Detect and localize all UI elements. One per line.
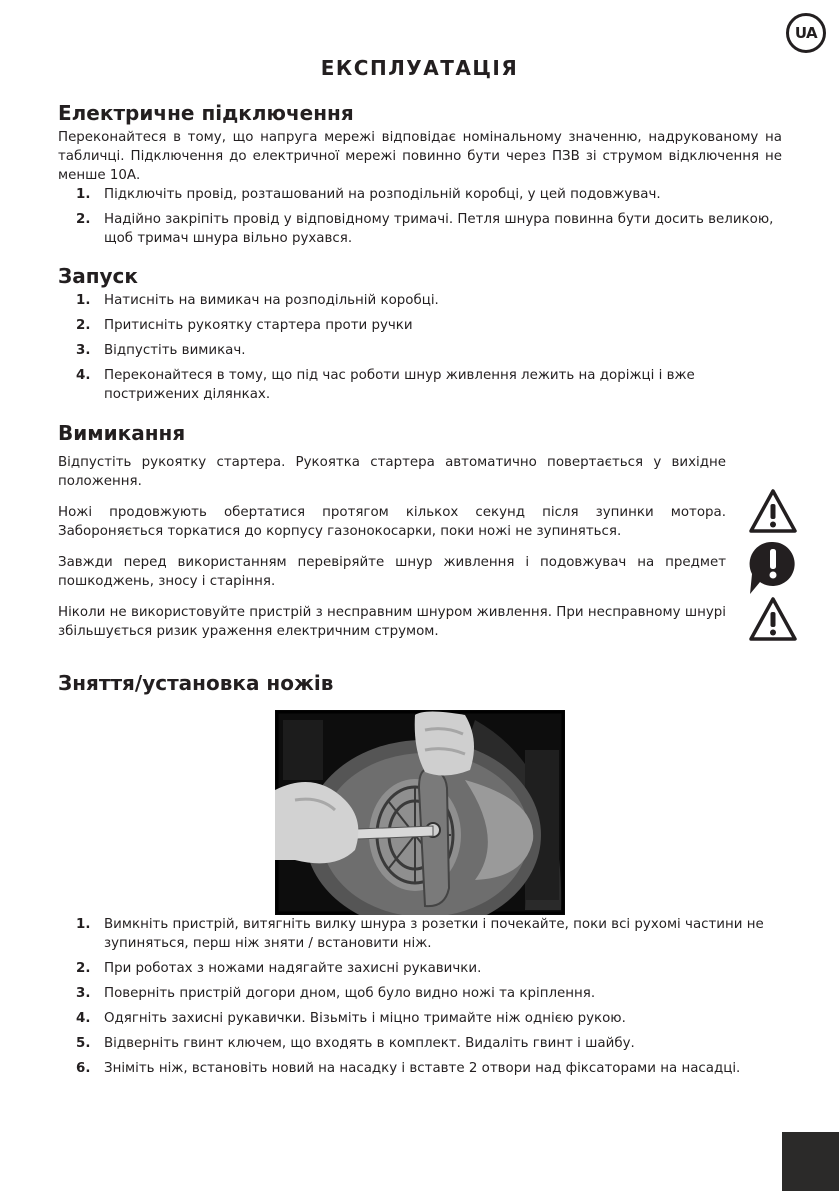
list-item bbox=[58, 1009, 782, 1028]
step-text: Відпустіть вимикач. bbox=[104, 343, 246, 358]
start-steps bbox=[58, 291, 782, 404]
step-text: Відверніть гвинт ключем, що входять в комплект. Видаліть гвинт і шайбу. bbox=[104, 1036, 635, 1051]
step-number: 2. bbox=[76, 212, 91, 227]
step-text: Притисніть рукоятку стартера проти ручки bbox=[104, 318, 413, 333]
attention-speech-icon bbox=[748, 540, 798, 596]
step-number: 3. bbox=[76, 986, 91, 1001]
step-number: 1. bbox=[76, 293, 91, 308]
list-item bbox=[58, 1059, 782, 1078]
step-number: 1. bbox=[76, 187, 91, 202]
page-tab bbox=[782, 1132, 839, 1191]
stop-paragraphs bbox=[58, 453, 726, 641]
section-heading-blades: Зняття/установка ножів bbox=[58, 671, 334, 695]
list-item bbox=[58, 210, 782, 248]
step-number: 1. bbox=[76, 917, 91, 932]
page-content bbox=[58, 98, 782, 1078]
electric-steps bbox=[58, 185, 782, 248]
step-number: 3. bbox=[76, 343, 91, 358]
warning-icons bbox=[748, 488, 798, 640]
stop-paragraph: Ніколи не використовуйте пристрій з несправним шнуром живлення. При несправному шнурі збільшується ризик ураження електричним струмом. bbox=[58, 605, 726, 639]
step-text: При роботах з ножами надягайте захисні рукавички. bbox=[104, 961, 482, 976]
list-item bbox=[58, 915, 782, 953]
step-text: Натисніть на вимикач на розподільній коробці. bbox=[104, 293, 439, 308]
warning-triangle-icon bbox=[748, 596, 798, 642]
section-heading-stop: Вимикання bbox=[58, 421, 186, 445]
step-text: Одягніть захисні рукавички. Візьміть і міцно тримайте ніж однією рукою. bbox=[104, 1011, 626, 1026]
step-number: 5. bbox=[76, 1036, 91, 1051]
step-text: Надійно закріпіть провід у відповідному тримачі. Петля шнура повинна бути досить великою, щоб тримач шнура вільно рухався. bbox=[104, 212, 774, 246]
section-heading-start: Запуск bbox=[58, 264, 138, 288]
page-title: ЕКСПЛУАТАЦІЯ bbox=[320, 56, 519, 80]
list-item bbox=[58, 341, 782, 360]
step-text: Поверніть пристрій догори дном, щоб було видно ножі та кріплення. bbox=[104, 986, 596, 1001]
list-item bbox=[58, 366, 782, 404]
list-item bbox=[58, 185, 782, 204]
step-number: 6. bbox=[76, 1061, 91, 1076]
step-number: 2. bbox=[76, 961, 91, 976]
list-item bbox=[58, 984, 782, 1003]
stop-paragraph: Ножі продовжують обертатися протягом кількох секунд після зупинки мотора. Забороняється торкатися до корпусу газонокосарки, поки ножі не зупиняться. bbox=[58, 505, 726, 539]
step-text: Переконайтеся в тому, що під час роботи шнур живлення лежить на доріжці і вже пострижених ділянках. bbox=[104, 368, 695, 402]
warning-triangle-icon bbox=[748, 488, 798, 534]
step-text: Зніміть ніж, встановіть новий на насадку і вставте 2 отвори над фіксаторами на насадці. bbox=[104, 1061, 741, 1076]
stop-paragraph: Відпустіть рукоятку стартера. Рукоятка стартера автоматично повертається у вихідне положення. bbox=[58, 455, 726, 489]
step-number: 4. bbox=[76, 368, 91, 383]
step-text: Вимкніть пристрій, витягніть вилку шнура з розетки і почекайте, поки всі рухомі частини не зупиняться, перш ніж зняти / встановити ніж. bbox=[104, 917, 764, 951]
blade-removal-photo bbox=[275, 710, 565, 915]
step-number: 2. bbox=[76, 318, 91, 333]
step-number: 4. bbox=[76, 1011, 91, 1026]
list-item bbox=[58, 1034, 782, 1053]
list-item bbox=[58, 291, 782, 310]
step-text: Підключіть провід, розташований на розподільній коробці, у цей подовжувач. bbox=[104, 187, 661, 202]
photo-container bbox=[58, 710, 782, 915]
list-item bbox=[58, 316, 782, 335]
language-badge: UA bbox=[786, 13, 826, 53]
list-item bbox=[58, 959, 782, 978]
section-heading-electric: Електричне підключення bbox=[58, 101, 354, 125]
stop-paragraph: Завжди перед використанням перевіряйте шнур живлення і подовжувач на предмет пошкоджень, зносу і старіння. bbox=[58, 555, 726, 589]
blades-steps bbox=[58, 915, 782, 1078]
electric-paragraph: Переконайтеся в тому, що напруга мережі відповідає номінальному значенню, надрукованому на табличці. Підключення до електричної мережі повинно бути через ПЗВ зі струмом відключення не менше 10А. bbox=[58, 130, 782, 183]
